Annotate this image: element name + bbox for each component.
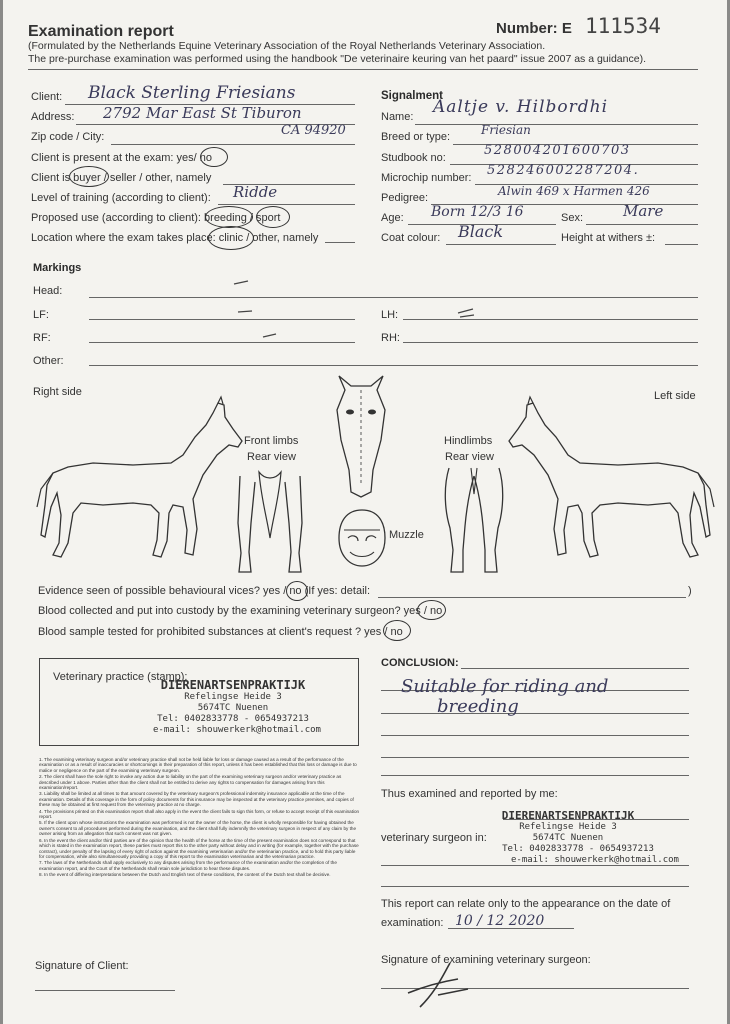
marking-other-label: Other:: [33, 355, 64, 367]
blood-custody-question: Blood collected and put into custody by the examining veterinary surgeon? yes / no: [38, 605, 443, 617]
report-title: Examination report: [28, 23, 174, 40]
term-item: 6. In the event the client and/or third parties are of the opinion that the health of the horse at the time of the present examination does not correspond to that which is stated in the examination report, these parties must report this to the other party without delay and in writing (for example, together with the purchase contract), under penalty of the lapsing of every right of action against the examining veterinarian and/or the veterinarian practice, and to hold this party liable for compensation, while also simultaneously providing a copy of this report to the examination veterinarian and the veterinarian practice.: [39, 837, 359, 859]
marking-dashes: [228, 276, 708, 346]
zip-line: [111, 144, 355, 145]
client-label: Client:: [31, 91, 63, 103]
report-number-label: Number: E: [496, 20, 572, 37]
location-clinic-circle: [208, 226, 254, 250]
right-side-label: Right side: [33, 386, 82, 398]
training-line: [218, 204, 355, 205]
hind-limbs-diagram: [441, 466, 507, 578]
height-line: [665, 244, 698, 245]
marking-head-label: Head:: [33, 285, 63, 297]
examination-report-page: [3, 0, 727, 1024]
zip-value: CA 94920: [281, 123, 346, 138]
exam-date-label: examination:: [381, 917, 444, 929]
vices-detail-line: [378, 597, 686, 598]
studbook-label: Studbook no:: [381, 152, 446, 164]
term-item: 2. The client shall have the sole right to invoke any action due to liability on the part of the examining veterinary surgeon and/or veterinary practice as described under 1 above. Parties other than the client shall not be entitled to derive any rights to compensation for damages arising from this examination/report.: [39, 774, 342, 791]
conclusion-line-4: [381, 757, 689, 758]
vet-stamp-address: Refelingse Heide 3: [519, 822, 617, 832]
coat-colour-label: Coat colour:: [381, 232, 441, 244]
term-item: 8. In the event of differing interpretations between the Dutch and English text of these conditions, the content of the Dutch text shall be decisive.: [39, 872, 331, 878]
front-limbs-label: Front limbs: [244, 435, 299, 447]
stamp-city: 5674TC Nuenen: [197, 703, 269, 713]
client-signature-line: [35, 990, 175, 991]
vices-question: Evidence seen of possible behavioural vices? yes / no (If yes: detail:: [38, 585, 371, 597]
conclusion-line-2: [381, 713, 689, 714]
hind-limbs-label: Hindlimbs: [444, 435, 493, 447]
marking-lh-label: LH:: [381, 309, 399, 321]
role-buyer-circle: [69, 166, 109, 187]
examined-reported-label: Thus examined and reported by me:: [381, 788, 558, 800]
microchip-value: 528246002287204.: [487, 163, 640, 178]
terms-and-conditions: [39, 757, 361, 947]
horse-head-front-diagram: [331, 370, 391, 500]
coat-colour-value: Black: [458, 222, 504, 241]
conclusion-line-5: [381, 775, 689, 776]
signalment-title: Signalment: [381, 90, 443, 102]
subtitle-line-1: (Formulated by the Netherlands Equine Veterinary Association of the Royal Netherlands Veterinary Association.: [28, 40, 546, 52]
conclusion-line-3: [381, 735, 689, 736]
report-number: 111534: [585, 14, 661, 38]
sex-line: [586, 224, 698, 225]
sex-value: Mare: [623, 202, 664, 220]
vet-location-line: [381, 865, 689, 866]
vet-extra-line: [381, 886, 689, 887]
client-present-question: Client is present at the exam: yes/ no: [31, 152, 212, 164]
location-other-line: [325, 242, 355, 243]
header-divider: [28, 69, 698, 70]
client-signature-label: Signature of Client:: [35, 960, 129, 972]
breed-label: Breed or type:: [381, 131, 451, 143]
left-side-label: Left side: [654, 390, 696, 402]
studbook-value: 528004201600703: [484, 143, 631, 158]
blood-custody-no-circle: [417, 600, 446, 620]
address-label: Address:: [31, 111, 75, 123]
vet-signature-label: Signature of examining veterinary surgeon:: [381, 954, 591, 966]
horse-left-side-diagram: [508, 395, 718, 570]
term-item: 7. The laws of the Netherlands shall apply exclusively to any disputes arising from the performance of the examination and/or the completion of the examination report, and the Court of the Netherlands shall retain sole jurisdiction to hear these disputes.: [39, 860, 337, 871]
client-value: Black Sterling Friesians: [88, 83, 296, 103]
vet-stamp-email: e-mail: shouwerkerk@hotmail.com: [511, 855, 679, 865]
appearance-statement: This report can relate only to the appearance on the date of: [381, 898, 671, 910]
term-item: 5. If the client upon whose instructions the examination was performed is not the owner of the horse, the client is wholly responsible for having obtained the owner's consent to all procedures performed during the examination, and the client shall fully indemnify the veterinary surgeon in respect of any claim by the owner arising from an allegation that such consent was not given.: [39, 820, 356, 837]
marking-rf-label: RF:: [33, 332, 51, 344]
marking-rh-label: RH:: [381, 332, 400, 344]
use-sport-circle: [256, 206, 290, 228]
vices-no-circle: [286, 581, 308, 601]
address-value: 2792 Mar East St Tiburon: [103, 104, 302, 122]
horse-name-line: [415, 124, 698, 125]
vet-stamp-telephone: Tel: 0402833778 - 0654937213: [502, 844, 654, 854]
horse-name-label: Name:: [381, 111, 414, 123]
conclusion-label: CONCLUSION:: [381, 657, 459, 669]
markings-title: Markings: [33, 262, 82, 274]
conclusion-text-line-2: breeding: [437, 696, 519, 717]
conclusion-line-0: [461, 668, 689, 669]
stamp-address: Refelingse Heide 3: [184, 692, 282, 702]
subtitle-line-2: The pre-purchase examination was performed using the handbook "De veterinaire keuring van het paard" issue 2007 as a guidance).: [28, 53, 646, 65]
proposed-use-question: Proposed use (according to client): breeding / sport: [31, 212, 281, 224]
age-value: Born 12/3 16: [431, 204, 524, 220]
sex-label: Sex:: [561, 212, 584, 224]
training-value: Ridde: [233, 183, 278, 201]
present-no-circle: [200, 147, 228, 167]
breed-value: Friesian: [481, 123, 531, 137]
horse-muzzle-diagram: [336, 508, 388, 570]
horse-right-side-diagram: [33, 395, 243, 570]
pedigree-label: Pedigree:: [381, 192, 429, 204]
front-limbs-diagram: [235, 468, 305, 578]
vet-surgeon-in-label: veterinary surgeon in:: [381, 832, 487, 844]
vices-close-paren: ): [688, 585, 692, 597]
stamp-email: e-mail: shouwerkerk@hotmail.com: [153, 725, 321, 735]
height-label: Height at withers ±:: [561, 232, 656, 244]
marking-lf-label: LF:: [33, 309, 49, 321]
location-question: Location where the exam takes place: clinic / other, namely: [31, 232, 319, 244]
training-label: Level of training (according to client):: [31, 192, 211, 204]
microchip-label: Microchip number:: [381, 172, 472, 184]
vet-stamp-practice-name: DIERENARTSENPRAKTIJK: [501, 809, 635, 822]
vet-stamp-city: 5674TC Nuenen: [532, 833, 604, 843]
conclusion-text-line-1: Suitable for riding and: [401, 676, 609, 697]
blood-tested-question: Blood sample tested for prohibited substances at client's request ? yes / no: [38, 626, 403, 638]
term-item: 3. Liability shall be limited at all times to that amount covered by the veterinary surgeon's professional indemnity insurance applicable at the time of the examination. Details of this coverage in the form of policy documents for this insurance may be inspected at the veterinary practice premises, and copies of these may be obtained at first request from the veterinary practice at no charge.: [39, 791, 354, 808]
marking-other-line: [89, 365, 698, 366]
term-item: 1. The examining veterinary surgeon and/or veterinary practice shall not be held liable for loss or damage caused as a result of the performance of the examination or as a result of inaccuracies or shortcomings in their preparation of this report, unless it has been established that this loss or damage is due to malice or negligence on the part of the examining veterinary surgeon.: [39, 757, 357, 773]
vet-signature-scribble: [398, 955, 488, 1015]
term-item: 4. The provisions printed on this examination report shall also apply in the event the client fails to sign this form, or refuse to accept receipt of this examination report.: [39, 808, 360, 820]
exam-date-value: 10 / 12 2020: [455, 913, 545, 929]
stamp-telephone: Tel: 0402833778 - 0654937213: [157, 714, 309, 724]
horse-name-value: Aaltje v. Hilbordhi: [433, 97, 609, 117]
practice-stamp-label: Veterinary practice (stamp):: [53, 671, 188, 683]
age-label: Age:: [381, 212, 404, 224]
hind-rear-view-label: Rear view: [445, 451, 494, 463]
front-rear-view-label: Rear view: [247, 451, 296, 463]
blood-tested-no-circle: [383, 620, 411, 641]
pedigree-value: Alwin 469 x Harmen 426: [498, 184, 650, 198]
use-breeding-circle: [205, 206, 253, 228]
coat-colour-line: [446, 244, 556, 245]
stamp-practice-name: DIERENARTSENPRAKTIJK: [160, 678, 306, 692]
zip-label: Zip code / City:: [31, 131, 105, 143]
client-role-question: Client is buyer / seller / other, namely: [31, 172, 212, 184]
muzzle-label: Muzzle: [389, 529, 424, 541]
